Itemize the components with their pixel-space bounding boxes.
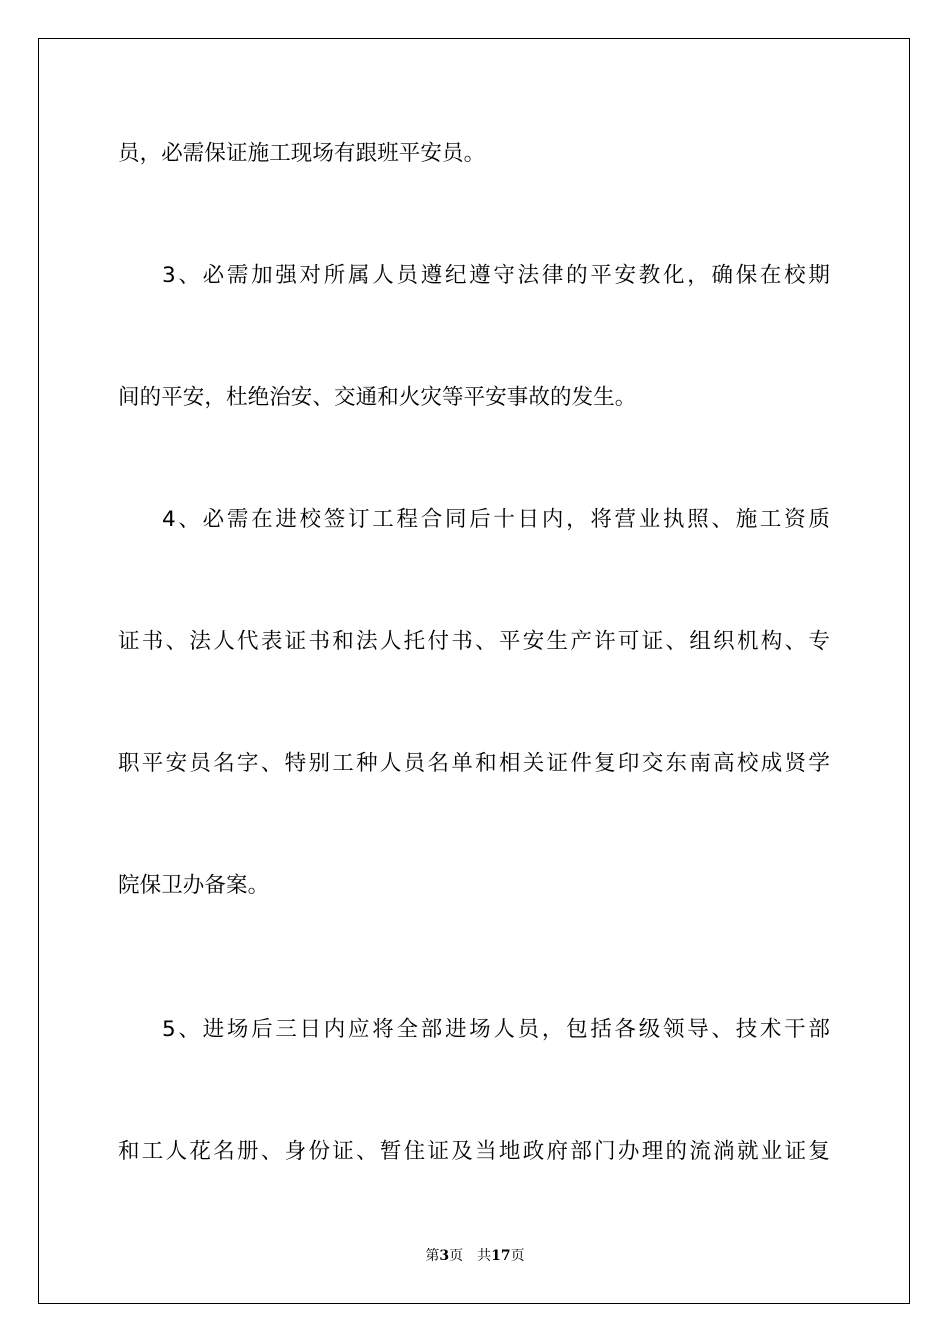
body-text-line-7: 院保卫办备案。 — [118, 873, 270, 898]
body-text-line-3: 间的平安，杜绝治安、交通和火灾等平安事故的发生。 — [118, 385, 637, 410]
body-text-line-6: 职平安员名字、特别工种人员名单和相关证件复印交东南高校成贤学 — [118, 751, 830, 776]
footer-total-pages: 17 — [491, 1248, 511, 1264]
footer-total-prefix: 共 — [477, 1248, 492, 1264]
footer-page-suffix: 页 — [449, 1248, 464, 1264]
footer-total-suffix: 页 — [510, 1248, 525, 1264]
page-footer — [0, 1247, 950, 1265]
footer-page-number: 3 — [439, 1248, 450, 1264]
body-text-line-1: 员，必需保证施工现场有跟班平安员。 — [118, 141, 486, 166]
footer-page-prefix: 第 — [425, 1248, 440, 1264]
page-border — [38, 38, 910, 1304]
body-text-line-9: 和工人花名册、身份证、暂住证及当地政府部门办理的流淌就业证复 — [118, 1139, 830, 1164]
body-text-line-4: 4、必需在进校签订工程合同后十日内，将营业执照、施工资质 — [162, 507, 830, 532]
body-text-line-2: 3、必需加强对所属人员遵纪遵守法律的平安教化，确保在校期 — [162, 263, 830, 288]
body-text-line-5: 证书、法人代表证书和法人托付书、平安生产许可证、组织机构、专 — [118, 629, 830, 654]
body-text-line-8: 5、进场后三日内应将全部进场人员，包括各级领导、技术干部 — [162, 1017, 830, 1042]
